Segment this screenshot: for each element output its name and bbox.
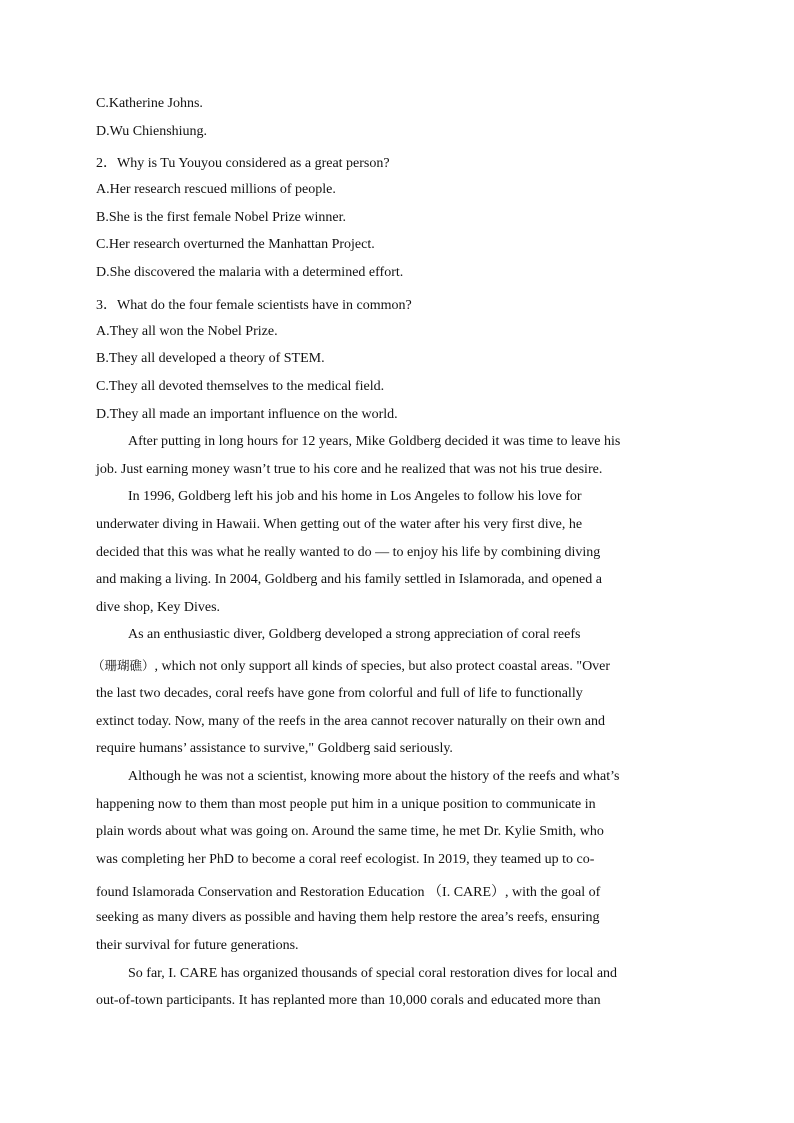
passage-p4-line: was completing her PhD to become a coral reef ecologist. In 2019, they teamed up to co- bbox=[96, 852, 595, 867]
q1-option-d: D.Wu Chienshiung. bbox=[96, 124, 208, 139]
passage-p5-line: So far, I. CARE has organized thousands of special coral restoration dives for local and bbox=[128, 966, 618, 981]
passage-p3-line: the last two decades, coral reefs have gone from colorful and full of life to functionally bbox=[96, 686, 583, 701]
passage-p1-line: After putting in long hours for 12 years, Mike Goldberg decided it was time to leave his bbox=[128, 434, 621, 449]
q2-option-a: A.Her research rescued millions of people. bbox=[96, 182, 336, 197]
passage-p3-text: , which not only support all kinds of species, but also protect coastal areas. "Over bbox=[154, 659, 611, 674]
passage-p3-line: As an enthusiastic diver, Goldberg developed a strong appreciation of coral reefs bbox=[128, 627, 581, 642]
q3-option-b: B.They all developed a theory of STEM. bbox=[96, 351, 325, 366]
passage-p4-line: plain words about what was going on. Around the same time, he met Dr. Kylie Smith, who bbox=[96, 824, 604, 839]
q2-option-d: D.She discovered the malaria with a determined effort. bbox=[96, 265, 404, 280]
passage-p2-line: decided that this was what he really wanted to do — to enjoy his life by combining diving bbox=[96, 545, 601, 560]
q3-stem: 3．What do the four female scientists have in common? bbox=[96, 298, 412, 313]
q3-option-d: D.They all made an important influence on the world. bbox=[96, 407, 398, 422]
passage-p2-line: and making a living. In 2004, Goldberg and his family settled in Islamorada, and opened a bbox=[96, 572, 602, 587]
q3-option-c: C.They all devoted themselves to the medical field. bbox=[96, 379, 385, 394]
passage-p5-line: out-of-town participants. It has replanted more than 10,000 corals and educated more than bbox=[96, 993, 601, 1008]
passage-p4-line: found Islamorada Conservation and Restoration Education （I. CARE）, with the goal of bbox=[96, 885, 601, 900]
passage-p3-line bbox=[92, 656, 610, 675]
passage-p4-line: seeking as many divers as possible and having them help restore the area’s reefs, ensuring bbox=[96, 910, 600, 925]
passage-p2-line: underwater diving in Hawaii. When getting out of the water after his very first dive, he bbox=[96, 517, 583, 532]
passage-p4-line: happening now to them than most people put him in a unique position to communicate in bbox=[96, 797, 596, 812]
q3-option-a: A.They all won the Nobel Prize. bbox=[96, 324, 278, 339]
passage-p2-line: dive shop, Key Dives. bbox=[96, 600, 221, 615]
q2-option-c: C.Her research overturned the Manhattan Project. bbox=[96, 237, 375, 252]
q1-option-c: C.Katherine Johns. bbox=[96, 96, 203, 111]
passage-p1-line: job. Just earning money wasn’t true to his core and he realized that was not his true desire. bbox=[96, 462, 603, 477]
passage-p2-line: In 1996, Goldberg left his job and his home in Los Angeles to follow his love for bbox=[128, 489, 582, 504]
passage-p3-line: require humans’ assistance to survive," Goldberg said seriously. bbox=[96, 741, 453, 756]
q2-option-b: B.She is the first female Nobel Prize winner. bbox=[96, 210, 346, 225]
cjk-annotation: （珊瑚礁） bbox=[92, 658, 155, 673]
q2-stem: 2．Why is Tu Youyou considered as a great person? bbox=[96, 156, 390, 171]
passage-p3-line: extinct today. Now, many of the reefs in the area cannot recover naturally on their own and bbox=[96, 714, 605, 729]
passage-p4-line: Although he was not a scientist, knowing more about the history of the reefs and what’s bbox=[128, 769, 620, 784]
passage-p4-line: their survival for future generations. bbox=[96, 938, 299, 953]
